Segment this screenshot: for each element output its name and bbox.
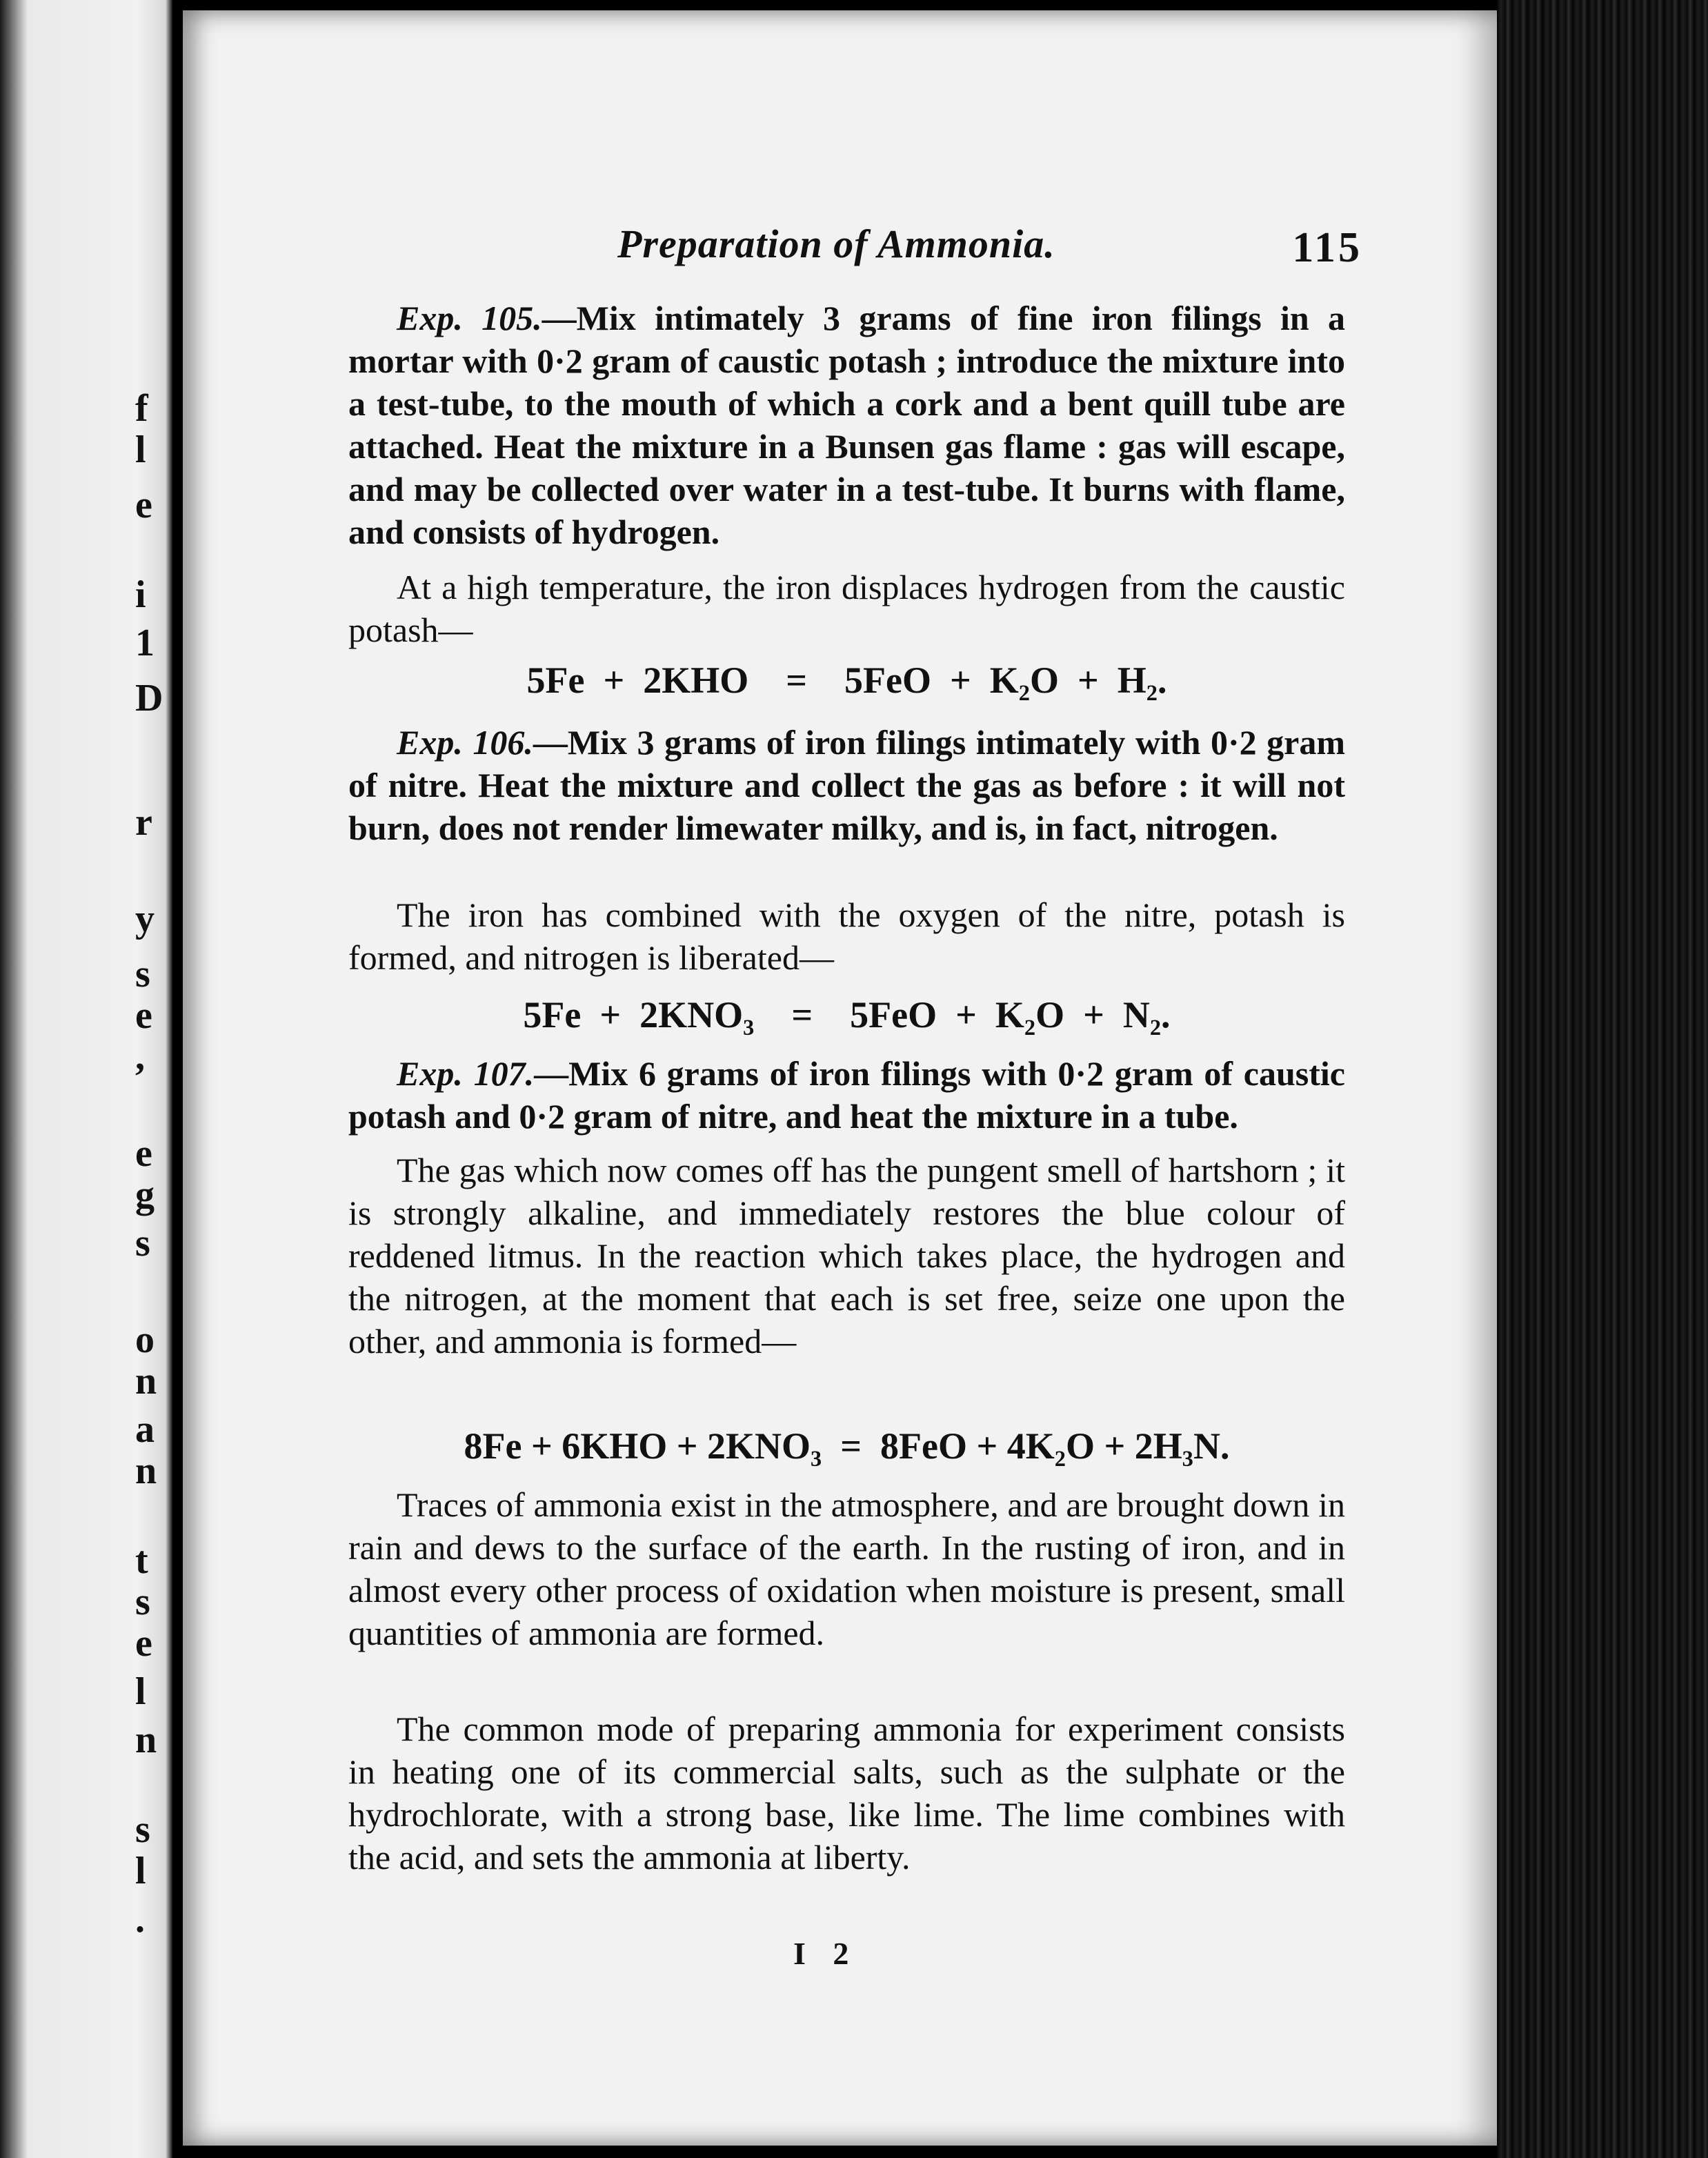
paragraph-high-temperature (348, 566, 1345, 651)
margin-letter: . (135, 1898, 145, 1941)
eq-term: K₂O (989, 660, 1059, 701)
paragraph-exp-106 (348, 721, 1345, 849)
paragraph-common-mode (348, 1707, 1345, 1879)
eq-op: + (530, 1425, 553, 1467)
eq-term: 2H₃N. (1134, 1425, 1230, 1467)
margin-letter: l (135, 428, 146, 471)
experiment-label: Exp. 107. (397, 1054, 535, 1093)
eq-op: + (676, 1425, 698, 1467)
eq-op: = (791, 994, 813, 1036)
paragraph-traces-ammonia (348, 1483, 1345, 1654)
paragraph-text: —Mix 3 grams of iron filings intimately with 0·2 gram of nitre. Heat the mixture and collect the gas as before : it will not burn, does not render limewater milky, and is, in fact, nitrogen. (348, 723, 1346, 847)
eq-op: + (976, 1425, 998, 1467)
paragraph-text: The gas which now comes off has the pungent smell of hartshorn ; it is strongly alkaline, and immediately restores the blue colour of reddened litmus. In the reaction which takes place, the hydrogen and the nitrogen, at the moment that each is set free, seize one upon the other, and ammonia is formed— (348, 1151, 1345, 1360)
paragraph-text: —Mix intimately 3 grams of fine iron filings in a mortar with 0·2 gram of caustic potash ; introduce the mixture into a test-tube, to the mouth of which a cork and a bent quill tube are attached. Heat the mixture in a Bunsen gas flame : gas will escape, and may be collected over water in a test-tube. It burns with flame, and consists of hydrogen. (348, 299, 1345, 551)
margin-letter: l (135, 1670, 146, 1713)
margin-letter: s (135, 953, 150, 996)
eq-term: 2KNO₃ (639, 994, 755, 1036)
eq-term: 5Fe (523, 994, 582, 1036)
page-number: 115 (1292, 224, 1362, 271)
paragraph-exp-107 (348, 1052, 1345, 1138)
eq-op: + (950, 660, 971, 701)
paragraph-text: —Mix 6 grams of iron filings with 0·2 gram of caustic potash and 0·2 gram of nitre, and heat the mixture in a tube. (348, 1054, 1345, 1136)
eq-op: + (1104, 1425, 1126, 1467)
eq-op: = (840, 1425, 862, 1467)
signature-mark: I 2 (793, 1936, 859, 1971)
margin-letter: 1 (135, 622, 155, 664)
eq-term: 5Fe (526, 660, 585, 701)
margin-letter: n (135, 1360, 157, 1403)
paragraph-gas-comes-off (348, 1149, 1345, 1363)
margin-letter: g (135, 1174, 155, 1216)
paragraph-exp-105 (348, 297, 1345, 553)
experiment-label: Exp. 106. (397, 723, 533, 762)
eq-term: 2KNO₃ (707, 1425, 822, 1467)
margin-letter: o (135, 1318, 155, 1361)
experiment-label: Exp. 105. (397, 299, 542, 337)
paragraph-text: At a high temperature, the iron displaces hydrogen from the caustic potash— (348, 568, 1345, 649)
equation-2 (348, 993, 1345, 1036)
eq-term: 8Fe (464, 1425, 522, 1467)
margin-letter: e (135, 994, 152, 1037)
margin-letter: , (135, 1036, 145, 1078)
eq-term: 5FeO (844, 660, 932, 701)
eq-term: 6KHO (562, 1425, 668, 1467)
margin-letter: s (135, 1581, 150, 1623)
margin-letter: s (135, 1808, 150, 1851)
margin-letter: e (135, 484, 152, 526)
paragraph-text: The iron has combined with the oxygen of the nitre, potash is formed, and nitrogen is liberated— (348, 895, 1345, 977)
eq-op: + (1078, 660, 1099, 701)
eq-term: K₂O (995, 994, 1065, 1036)
margin-letter: n (135, 1719, 157, 1761)
margin-letter: y (135, 898, 155, 940)
eq-op: + (599, 994, 622, 1036)
margin-letter: a (135, 1408, 155, 1451)
eq-op: + (1083, 994, 1104, 1036)
margin-letter: D (135, 677, 163, 720)
eq-term: 2KHO (643, 660, 749, 701)
equation-1 (348, 659, 1345, 702)
paragraph-text: Traces of ammonia exist in the atmosphere, and are brought down in rain and dews to the surface of the earth. In the rusting of iron, and in almost every other process of oxidation when moisture is present, small quantities of ammonia are formed. (348, 1485, 1345, 1652)
page-header (617, 221, 1362, 283)
book-binding (1497, 0, 1708, 2158)
equation-3 (348, 1425, 1345, 1467)
paragraph-iron-combined (348, 893, 1345, 979)
running-head: Preparation of Ammonia. (617, 221, 1055, 266)
eq-op: = (786, 660, 808, 701)
margin-letter: f (135, 387, 148, 430)
margin-letter: r (135, 801, 152, 844)
margin-letter: t (135, 1539, 148, 1582)
eq-op: + (955, 994, 977, 1036)
margin-letter: e (135, 1132, 152, 1175)
eq-term: 4K₂O (1006, 1425, 1095, 1467)
adjacent-page-margin-letters (0, 0, 172, 2158)
eq-term: 5FeO (850, 994, 937, 1036)
margin-letter: e (135, 1622, 152, 1665)
eq-op: + (603, 660, 625, 701)
eq-term: 8FeO (880, 1425, 967, 1467)
margin-letter: l (135, 1850, 146, 1892)
margin-letter: n (135, 1449, 157, 1492)
margin-letter: s (135, 1222, 150, 1265)
eq-term: H₂. (1117, 660, 1167, 701)
eq-term: N₂. (1122, 994, 1171, 1036)
margin-letter: i (135, 573, 146, 616)
paragraph-text: The common mode of preparing ammonia for experiment consists in heating one of its commercial salts, such as the sulphate or the hydrochlorate, with a strong base, like lime. The lime combines with the acid, and sets the ammonia at liberty. (348, 1710, 1345, 1877)
